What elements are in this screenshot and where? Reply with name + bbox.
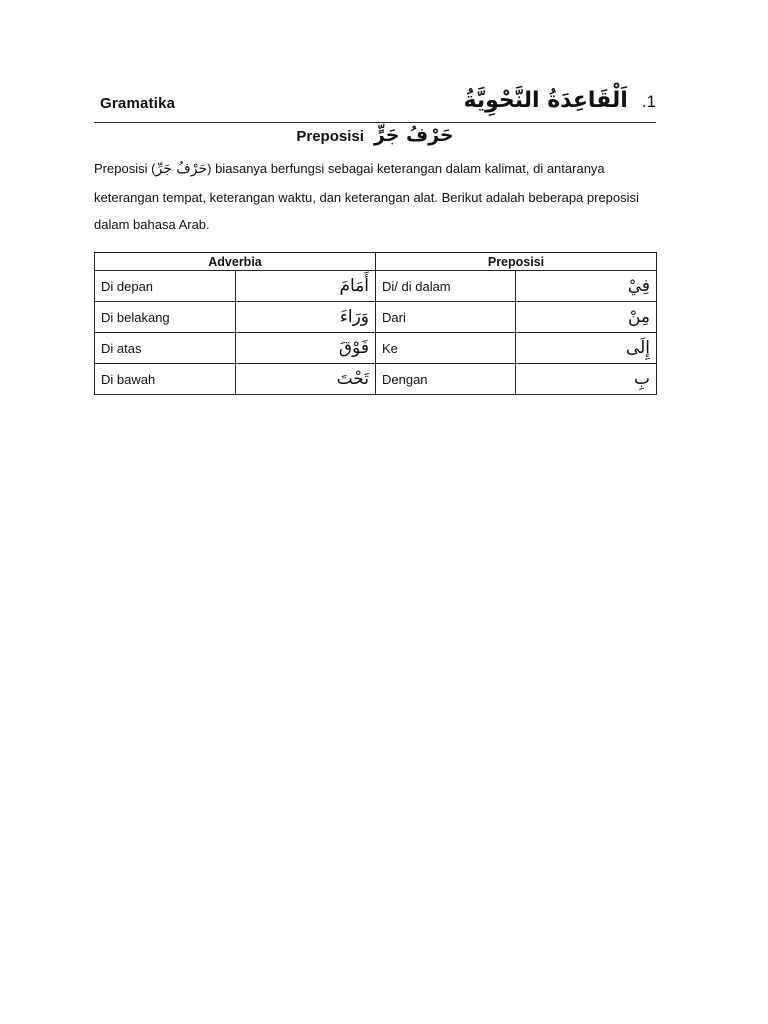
adverbia-arabic: فَوْقَ xyxy=(236,333,376,364)
table-row xyxy=(95,271,657,302)
adverbia-arabic: وَرَاءَ xyxy=(236,302,376,333)
preposisi-meaning: Di/ di dalam xyxy=(376,271,516,302)
subtitle-label: Preposisi xyxy=(296,128,364,145)
header-title: Gramatika xyxy=(100,95,176,112)
adverbia-arabic: تَحْتَ xyxy=(236,364,376,395)
preposisi-meaning: Dengan xyxy=(376,364,516,395)
para-close-paren: ) xyxy=(207,161,212,176)
preposisi-arabic: بِ xyxy=(516,364,657,395)
table-row xyxy=(95,364,657,395)
preposisi-arabic: إِلَى xyxy=(516,333,657,364)
header-right xyxy=(464,88,657,113)
preposisi-meaning: Ke xyxy=(376,333,516,364)
adverbia-meaning: Di depan xyxy=(95,271,236,302)
header-adverbia: Adverbia xyxy=(95,253,376,271)
preposisi-meaning: Dari xyxy=(376,302,516,333)
adverbia-arabic: أَمَامَ xyxy=(236,271,376,302)
section-subtitle xyxy=(94,124,656,146)
adverbia-meaning: Di atas xyxy=(95,333,236,364)
para-arabic: حَرْفُ جَرِّ xyxy=(155,161,208,177)
header-preposisi: Preposisi xyxy=(376,253,657,271)
table-row xyxy=(95,302,657,333)
preposition-table xyxy=(94,252,657,395)
table-header-row xyxy=(95,253,657,271)
para-text: biasanya berfungsi sebagai keterangan dalam kalimat, di antaranya keterangan tempat, keterangan waktu, dan keterangan alat. Berikut adalah beberapa preposisi dalam bahasa Arab. xyxy=(94,161,639,232)
para-open-paren: ( xyxy=(151,161,156,176)
section-header xyxy=(94,88,656,123)
adverbia-meaning: Di bawah xyxy=(95,364,236,395)
table-row xyxy=(95,333,657,364)
preposisi-arabic: فِيْ xyxy=(516,271,657,302)
intro-paragraph xyxy=(94,155,659,239)
header-arabic-title: اَلْقَاعِدَةُ النَّحْوِيَّةُ xyxy=(463,88,628,113)
para-word: Preposisi xyxy=(94,161,148,176)
adverbia-meaning: Di belakang xyxy=(95,302,236,333)
header-number: .1 xyxy=(641,92,656,111)
preposisi-arabic: مِنْ xyxy=(516,302,657,333)
subtitle-arabic: حَرْفُ جَرٍّ xyxy=(373,124,454,146)
